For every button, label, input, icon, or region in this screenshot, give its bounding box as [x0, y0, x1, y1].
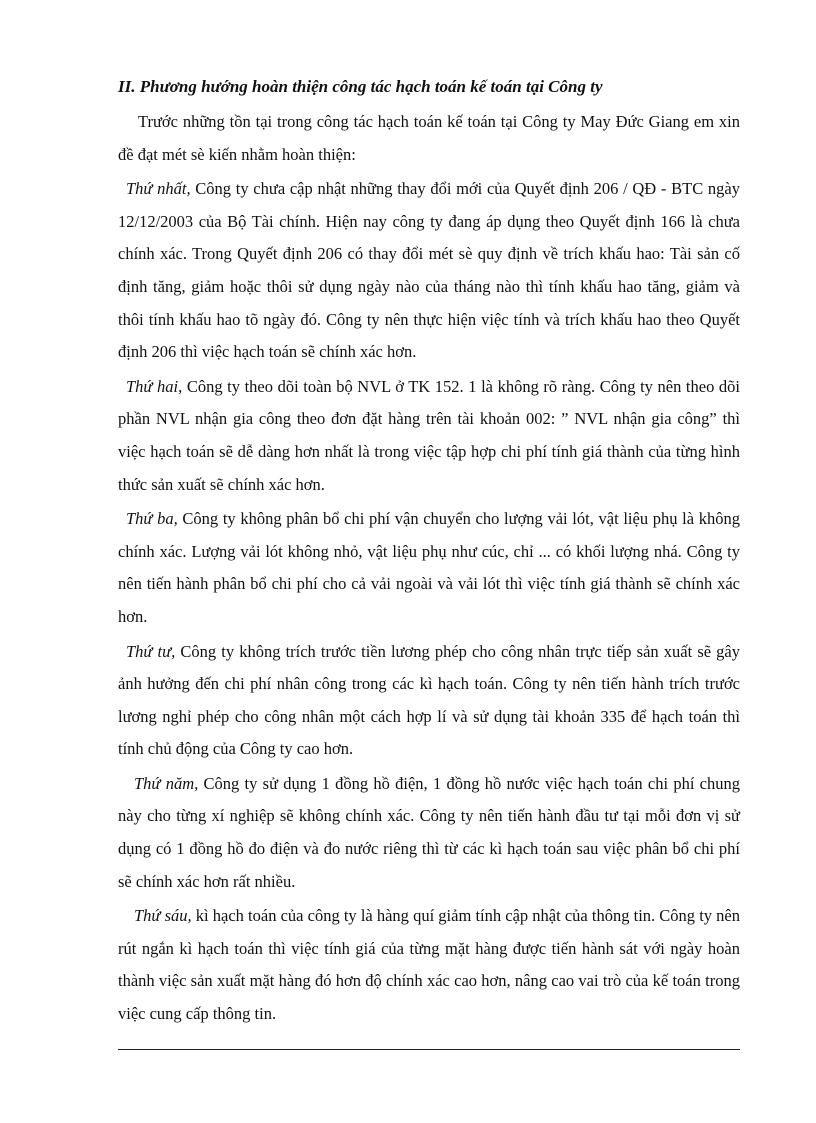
paragraph-body: Công ty sử dụng 1 đồng hồ điện, 1 đồng hồ nước việc hạch toán chi phí chung này cho từng xí nghiệp sẽ không chính xác. Công ty nên tiến hành đầu tư tại mỗi đơn vị sử dụng có 1 đồng hồ đo điện và đo nước riêng thì từ các kì hạch toán sau việc phân bổ chi phí sẽ chính xác hơn rất nhiều.	[118, 773, 740, 891]
section-heading: II. Phương hướng hoàn thiện công tác hạch toán kế toán tại Công ty	[118, 77, 603, 96]
document-page	[118, 72, 740, 1033]
paragraph-lead: Thứ hai,	[126, 376, 183, 396]
paragraph-thu-ba	[118, 503, 740, 633]
paragraph-lead: Thứ tư,	[126, 641, 176, 661]
paragraph-lead: Thứ năm,	[134, 773, 199, 793]
paragraph-thu-sau	[118, 900, 740, 1030]
paragraph-thu-hai	[118, 371, 740, 501]
paragraph-body: Công ty không phân bổ chi phí vận chuyển cho lượng vải lót, vật liệu phụ là không chính xác. Lượng vải lót không nhỏ, vật liệu phụ như cúc, chỉ ... có khối lượng nhá. Công ty nên tiến hành phân bổ chi phí cho cả vải ngoài và vải lót thì việc tính giá thành sẽ chính xác hơn.	[118, 509, 740, 626]
paragraph-body: Công ty không trích trước tiền lương phép cho công nhân trực tiếp sản xuất sẽ gây ảnh hưởng đến chi phí nhân công trong các kì hạch toán. Công ty nên tiến hành trích trước lương nghỉ phép cho công nhân một cách hợp lí và sử dụng tài khoản 335 để hạch toán thì tính chủ động của Công ty cao hơn.	[118, 641, 741, 759]
paragraph-body: Công ty chưa cập nhật những thay đổi mới của Quyết định 206 / QĐ - BTC ngày 12/12/2003 của Bộ Tài chính. Hiện nay công ty đang áp dụng theo Quyết định 166 là chưa chính xác. Trong Quyết định 206 có thay đổi mét sè quy định về trích khấu hao: Tài sản cố định tăng, giảm hoặc thôi sử dụng ngày nào của tháng nào thì tính khấu hao tăng, giảm và thôi tính khấu hao tõ ngày đó. Công ty nên thực hiện việc tính và trích khấu hao theo Quyết định 206 thì việc hạch toán sẽ chính xác hơn.	[118, 179, 740, 362]
footer-divider	[118, 1049, 740, 1050]
paragraph-thu-tu	[118, 636, 740, 766]
intro-paragraph: Trước những tồn tại trong công tác hạch toán kế toán tại Công ty May Đức Giang em xin đề đạt mét sè kiến nhằm hoàn thiện:	[118, 112, 740, 164]
paragraph-lead: Thứ nhất,	[126, 179, 191, 199]
paragraph-lead: Thứ ba,	[126, 509, 178, 529]
paragraph-thu-nhat	[118, 173, 740, 369]
paragraph-lead: Thứ sáu,	[134, 906, 192, 926]
paragraph-thu-nam	[118, 768, 740, 898]
paragraph-body: kì hạch toán của công ty là hàng quí giảm tính cập nhật của thông tin. Công ty nên rút ngắn kì hạch toán thì việc tính giá của từng mặt hàng được tiến hành sát với ngày hoàn thành việc sản xuất mặt hàng đó hơn độ chính xác cao hơn, nâng cao vai trò của kế toán trong việc cung cấp thông tin.	[118, 906, 740, 1024]
paragraph-body: Công ty theo dõi toàn bộ NVL ở TK 152. 1 là không rõ ràng. Công ty nên theo dõi phần NVL nhận gia công theo đơn đặt hàng trên tài khoản 002: ” NVL nhận gia công” thì việc hạch toán sẽ dễ dàng hơn nhất là trong việc tập hợp chi phí tính giá thành của từng hình thức sản xuất sẽ chính xác hơn.	[118, 376, 741, 494]
